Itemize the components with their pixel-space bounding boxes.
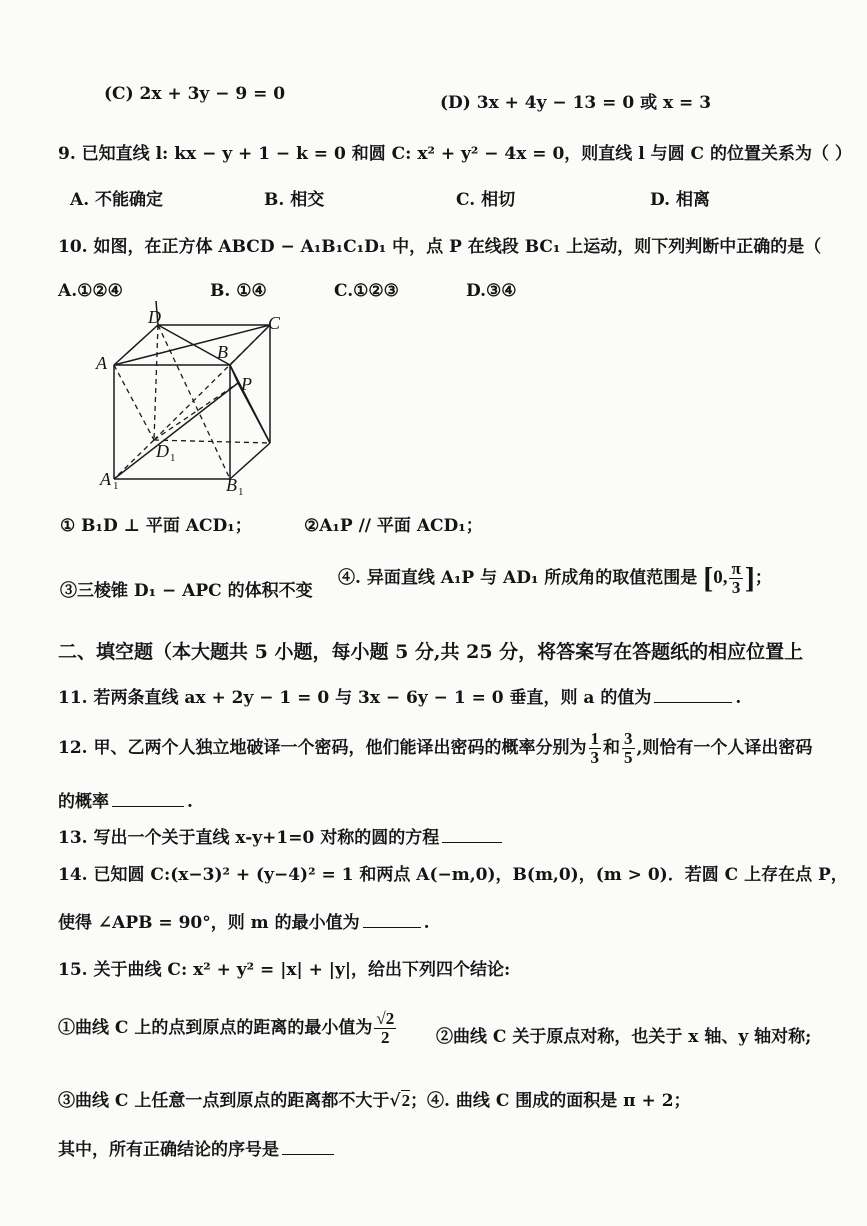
q12-line2: 的概率 . bbox=[58, 792, 193, 812]
vertex-d: D bbox=[148, 307, 161, 327]
q10-stem: 10. 如图，在正方体 ABCD − A₁B₁C₁D₁ 中，点 P 在线段 BC₁ 上运动，则下列判断中正确的是（ bbox=[58, 237, 822, 257]
fraction-sqrt2-over-2: $\frac{√2}{2}$ bbox=[376, 1009, 395, 1047]
q9-option-a: A. 不能确定 bbox=[70, 190, 164, 210]
point-p: P bbox=[241, 374, 252, 394]
q15-conclusion-3-4: ③曲线 C 上任意一点到原点的距离都不大于√2；④. 曲线 C 围成的面积是 π + 2； bbox=[58, 1091, 691, 1111]
statement-4-text: ④. 异面直线 A₁P 与 AD₁ 所成角的取值范围是 bbox=[338, 567, 698, 588]
q14-line1: 14. 已知圆 C:(x−3)² + (y−4)² = 1 和两点 A(−m,0)，B(m,0)，(m > 0)．若圆 C 上存在点 P， bbox=[58, 865, 848, 885]
vertex-c: C bbox=[268, 313, 281, 333]
q10-option-a: A.①②④ bbox=[58, 281, 123, 301]
q10-option-c: C.①②③ bbox=[334, 281, 399, 301]
q11-stem: 11. 若两条直线 ax + 2y − 1 = 0 与 3x − 6y − 1 = 0 垂直，则 a 的值为 . bbox=[58, 688, 742, 708]
q9-option-d: D. 相离 bbox=[650, 190, 710, 210]
q14-line2: 使得 ∠APB = 90°，则 m 的最小值为 . bbox=[58, 913, 430, 933]
q10-option-b: B. ①④ bbox=[210, 281, 267, 301]
q15-conclusion-2: ②曲线 C 关于原点对称，也关于 x 轴、y 轴对称; bbox=[436, 1027, 812, 1047]
q9-option-b: B. 相交 bbox=[264, 190, 325, 210]
fraction-one-third: $\frac{1}{3}$ bbox=[590, 729, 599, 767]
answer-blank[interactable] bbox=[654, 700, 732, 703]
fraction-three-fifths: $\frac{3}{5}$ bbox=[624, 729, 633, 767]
q13-stem: 13. 写出一个关于直线 x-y+1=0 对称的圆的方程 bbox=[58, 823, 505, 848]
vertex-b: B bbox=[217, 342, 228, 362]
q10-statement-1: ① B₁D ⊥ 平面 ACD₁； bbox=[60, 516, 252, 536]
q12-stem: 12. 甲、乙两个人独立地破译一个密码，他们能译出密码的概率分别为 $\frac{1}{3}$ 和 $\frac{3}{5}$ ,则恰有一个人译出密码 bbox=[58, 729, 813, 767]
range-upper-fraction: $\frac{\pi}{3}$ bbox=[731, 559, 741, 597]
answer-blank[interactable] bbox=[112, 804, 184, 807]
q10-statement-4: ④. 异面直线 A₁P 与 AD₁ 所成角的取值范围是 [0, $\frac{\pi}{3}$ ]； bbox=[338, 559, 772, 597]
q8-option-c: (C) 2x + 3y − 9 = 0 bbox=[104, 84, 286, 104]
vertex-a1: A bbox=[100, 469, 111, 489]
answer-blank[interactable] bbox=[363, 925, 421, 928]
vertex-a: A bbox=[96, 353, 107, 373]
q15-stem: 15. 关于曲线 C: x² + y² = |x| + |y|，给出下列四个结论: bbox=[58, 960, 511, 980]
cube-figure bbox=[90, 295, 300, 500]
answer-blank[interactable] bbox=[442, 840, 502, 843]
vertex-b1: B bbox=[226, 475, 237, 495]
svg-text:1: 1 bbox=[113, 480, 119, 492]
q15-conclusion-1: ①曲线 C 上的点到原点的距离的最小值为 $\frac{√2}{2}$ bbox=[58, 1009, 395, 1047]
q9-option-c: C. 相切 bbox=[456, 190, 516, 210]
vertex-d1: D bbox=[156, 441, 169, 461]
q10-option-d: D.③④ bbox=[466, 281, 517, 301]
q9-stem: 9. 已知直线 l: kx − y + 1 − k = 0 和圆 C: x² + y² − 4x = 0，则直线 l 与圆 C 的位置关系为（ ） bbox=[58, 144, 852, 164]
answer-blank[interactable] bbox=[282, 1152, 334, 1155]
section-title: 二、填空题（本大题共 5 小题，每小题 5 分,共 25 分，将答案写在答题纸的相应位置上 bbox=[58, 641, 804, 663]
q10-statement-2: ②A₁P // 平面 ACD₁； bbox=[304, 516, 483, 536]
svg-text:1: 1 bbox=[170, 452, 176, 464]
range-lower: 0, bbox=[713, 566, 728, 588]
q8-option-d: (D) 3x + 4y − 13 = 0 或 x = 3 bbox=[440, 93, 712, 113]
q10-statement-3: ③三棱锥 D₁ − APC 的体积不变 bbox=[60, 581, 313, 601]
svg-text:1: 1 bbox=[238, 486, 244, 498]
q15-question: 其中，所有正确结论的序号是 bbox=[58, 1135, 337, 1160]
